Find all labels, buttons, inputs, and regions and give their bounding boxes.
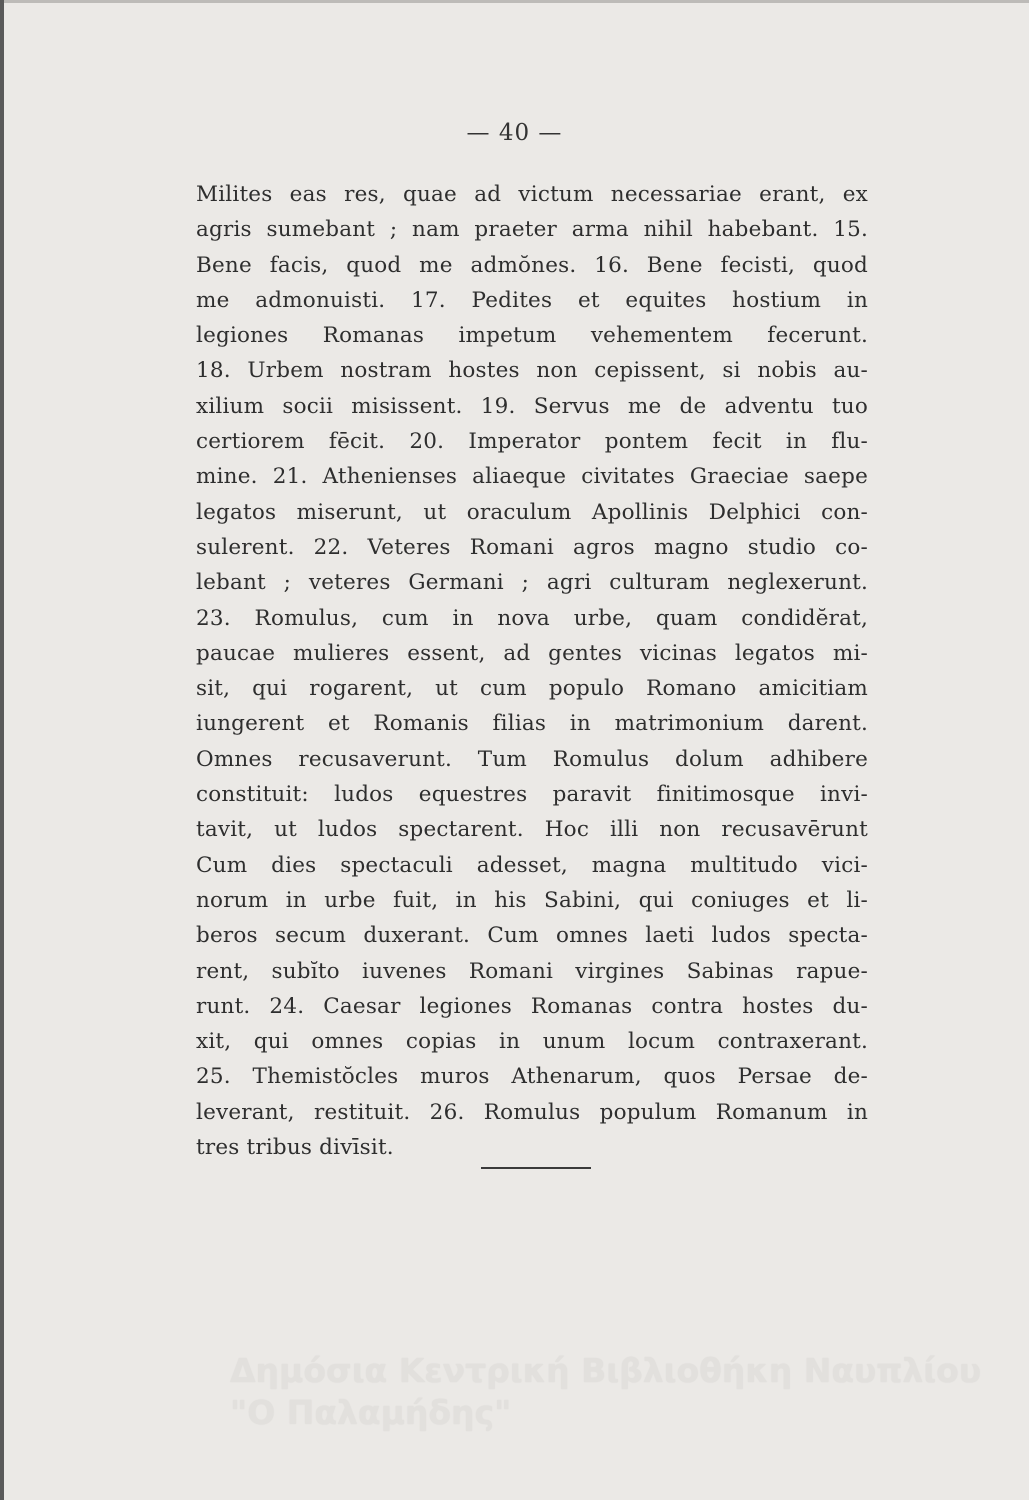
text-line: norum in urbe fuit, in his Sabini, qui coniuges et li- xyxy=(196,887,868,913)
watermark-line-2: "Ο Παλαμήδης" xyxy=(230,1393,512,1432)
text-line: beros secum duxerant. Cum omnes laeti ludos specta- xyxy=(196,923,868,949)
text-line: paucae mulieres essent, ad gentes vicinas legatos mi- xyxy=(196,640,868,666)
text-line: runt. 24. Caesar legiones Romanas contra hostes du- xyxy=(196,993,868,1019)
section-end-rule xyxy=(481,1167,591,1169)
text-line: Milites eas res, quae ad victum necessariae erant, ex xyxy=(196,182,868,207)
page-binding-edge xyxy=(0,0,4,1500)
text-line: sit, qui rogarent, ut cum populo Romano amicitiam xyxy=(196,676,868,702)
text-line: Omnes recusaverunt. Tum Romulus dolum adhibere xyxy=(196,746,868,772)
text-line: sulerent. 22. Veteres Romani agros magno studio co- xyxy=(196,534,868,560)
text-line: legiones Romanas impetum vehementem fecerunt. xyxy=(196,323,868,349)
text-line: 18. Urbem nostram hostes non cepissent, si nobis au- xyxy=(196,358,868,384)
text-line-last: tres tribus divīsit. xyxy=(196,1135,394,1161)
page-top-edge xyxy=(0,0,1029,3)
text-line: Bene facis, quod me admŏnes. 16. Bene fecisti, quod xyxy=(196,252,868,278)
text-line: mine. 21. Athenienses aliaeque civitates Graeciae saepe xyxy=(196,464,868,490)
text-line: lebant ; veteres Germani ; agri culturam neglexerunt. xyxy=(196,570,868,596)
text-line: leverant, restituit. 26. Romulus populum Romanum in xyxy=(196,1099,868,1125)
text-line: xilium socii misissent. 19. Servus me de adventu tuo xyxy=(196,393,868,419)
text-line: rent, subĭto iuvenes Romani virgines Sabinas rapue- xyxy=(196,958,868,984)
page-number: — 40 — xyxy=(466,120,563,146)
body-text xyxy=(196,177,868,1165)
watermark-line-1: Δημόσια Κεντρική Βιβλιοθήκη Ναυπλίου xyxy=(230,1351,982,1390)
text-line: agris sumebant ; nam praeter arma nihil habebant. 15. xyxy=(196,217,868,243)
text-line: Cum dies spectaculi adesset, magna multitudo vici- xyxy=(196,852,868,878)
text-line: 23. Romulus, cum in nova urbe, quam condidĕrat, xyxy=(196,605,868,631)
text-line: certiorem fēcit. 20. Imperator pontem fecit in flu- xyxy=(196,429,868,455)
text-line: legatos miserunt, ut oraculum Apollinis Delphici con- xyxy=(196,499,868,525)
text-line: constituit: ludos equestres paravit finitimosque invi- xyxy=(196,782,868,808)
text-line: iungerent et Romanis filias in matrimonium darent. xyxy=(196,711,868,737)
text-line: me admonuisti. 17. Pedites et equites hostium in xyxy=(196,287,868,313)
text-line: xit, qui omnes copias in unum locum contraxerant. xyxy=(196,1029,868,1055)
text-line: tavit, ut ludos spectarent. Hoc illi non recusavērunt xyxy=(196,817,868,843)
library-watermark xyxy=(230,1350,990,1434)
text-line: 25. Themistŏcles muros Athenarum, quos Persae de- xyxy=(196,1064,868,1090)
